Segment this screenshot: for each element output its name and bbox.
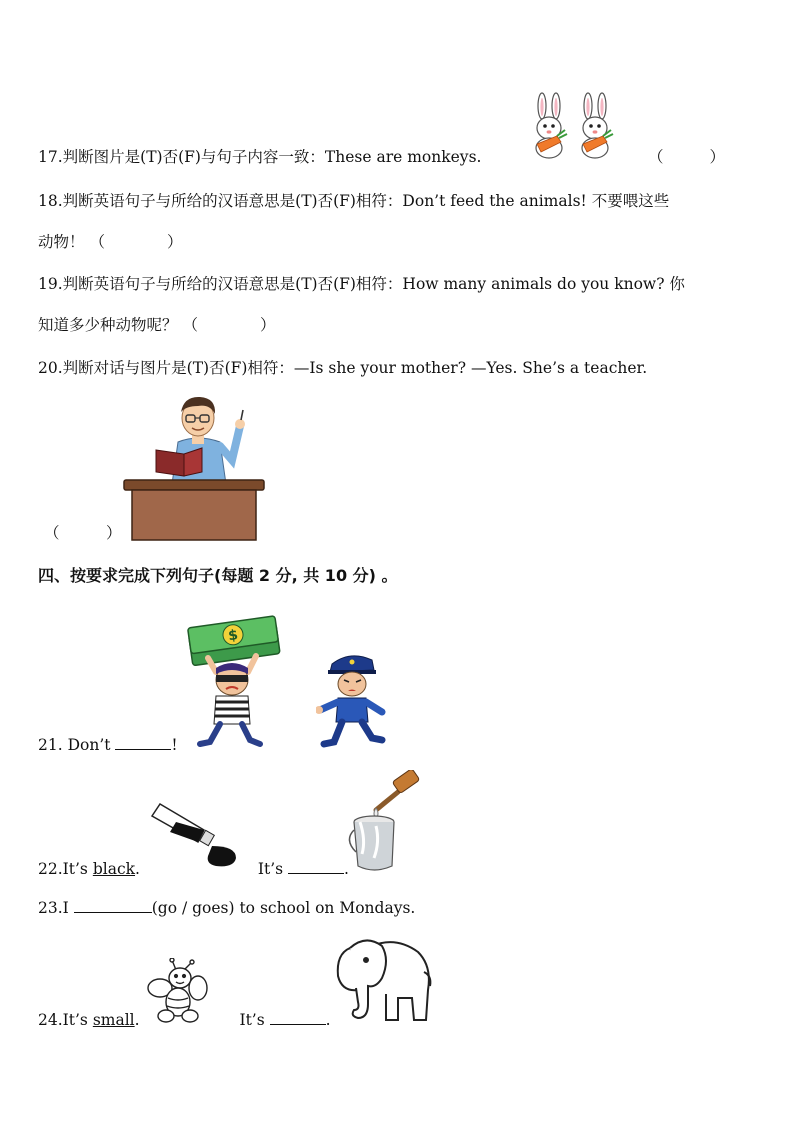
question-24: 24.It’s small. It’s . bbox=[38, 1011, 331, 1029]
teacher bbox=[156, 397, 245, 484]
answer-22-blank[interactable] bbox=[288, 859, 344, 874]
answer-21-blank[interactable] bbox=[115, 735, 171, 750]
answer-24-blank[interactable] bbox=[270, 1010, 326, 1025]
underlined-word-small: small bbox=[92, 1011, 135, 1029]
answer-20-parens[interactable]: （ ） bbox=[44, 524, 122, 542]
underlined-word-black: black bbox=[92, 860, 136, 878]
paren-close: ） bbox=[709, 148, 726, 166]
thief-picture bbox=[184, 612, 284, 752]
question-18-line2: 动物！ （ ） bbox=[38, 233, 183, 251]
elephant bbox=[338, 940, 431, 1020]
police-picture bbox=[316, 650, 398, 750]
answer-17-parens[interactable] bbox=[648, 147, 725, 167]
rabbits-picture bbox=[527, 92, 623, 160]
teacher-picture bbox=[122, 394, 266, 542]
question-19-line1: 19.判断英语句子与所给的汉语意思是(T)否(F)相符：How many animals do you know? 你 bbox=[38, 275, 685, 293]
paint-bucket-picture bbox=[346, 770, 428, 876]
question-22: 22.It’s black. It’s . bbox=[38, 860, 349, 878]
police-officer bbox=[316, 656, 382, 744]
money-stack bbox=[188, 616, 280, 666]
rabbit-left bbox=[536, 93, 567, 158]
question-17-text: 17.判断图片是(T)否(F)与句子内容一致：These are monkeys. bbox=[38, 148, 482, 166]
question-19-line2: 知道多少种动物呢？ （ ） bbox=[38, 316, 276, 334]
question-21: 21. Don’t ! bbox=[38, 736, 178, 754]
white-paint-bucket bbox=[349, 770, 419, 870]
thief bbox=[200, 656, 260, 744]
answer-18-parens[interactable]: （ ） bbox=[89, 233, 183, 251]
rabbit-right bbox=[582, 93, 613, 158]
question-17 bbox=[38, 147, 481, 167]
question-23: 23.I (go / goes) to school on Mondays. bbox=[38, 899, 416, 917]
question-18-line1: 18.判断英语句子与所给的汉语意思是(T)否(F)相符：Don’t feed the animals! 不要喂这些 bbox=[38, 192, 670, 210]
answer-19-parens[interactable]: （ ） bbox=[182, 316, 276, 334]
answer-23-blank[interactable] bbox=[74, 898, 152, 913]
question-20: 20.判断对话与图片是(T)否(F)相符：—Is she your mother? —Yes. She’s a teacher. bbox=[38, 359, 648, 377]
svg-text:$: $ bbox=[227, 627, 240, 645]
elephant-picture bbox=[332, 932, 434, 1026]
paren-open: （ bbox=[648, 148, 664, 166]
section-4-title: 四、按要求完成下列句子(每题 2 分, 共 10 分) 。 bbox=[38, 566, 398, 585]
black-paint-tube bbox=[152, 804, 236, 866]
desk bbox=[124, 480, 264, 540]
